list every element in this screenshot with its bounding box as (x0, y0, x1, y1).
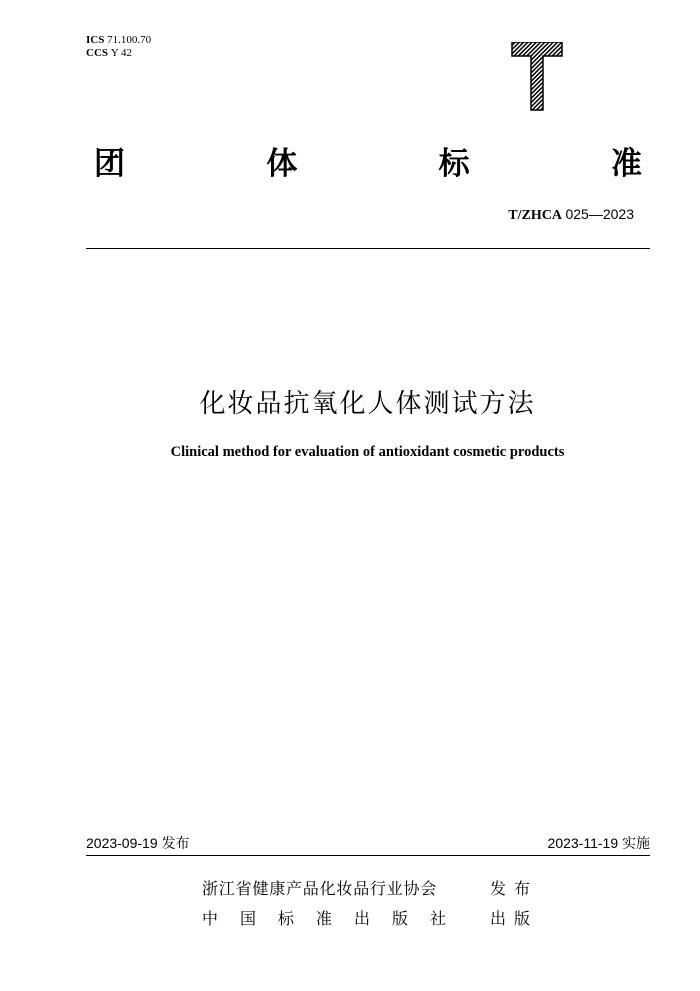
standard-type-char: 标 (438, 145, 470, 182)
logo-letter: T (510, 42, 511, 43)
top-divider (86, 248, 650, 249)
press-role: 出版 (490, 909, 539, 928)
issue-date: 2023-09-19 发布 (86, 835, 190, 851)
publisher-row (202, 876, 538, 899)
standard-number-prefix: T/ZHCA (508, 208, 562, 223)
publisher-name: 浙江省健康产品化妆品行业协会 (202, 879, 438, 898)
publisher-role: 发布 (490, 879, 539, 898)
standard-type (94, 140, 642, 180)
standard-number (508, 206, 634, 224)
standard-number-value: 025—2023 (565, 206, 634, 222)
standard-type-char: 准 (610, 145, 642, 182)
standard-type-char: 体 (266, 145, 298, 182)
ics-code: ICS 71.100.70 (86, 34, 152, 46)
title-chinese: 化妆品抗氧化人体测试方法 (199, 389, 536, 419)
classification-codes (86, 34, 151, 60)
bottom-divider (86, 855, 650, 856)
standard-type-char: 团 (94, 145, 125, 182)
press-row (202, 906, 538, 929)
ccs-code: CCS Y 42 (86, 47, 133, 59)
implementation-date: 2023-11-19 实施 (547, 835, 650, 851)
t-logo-icon (510, 42, 564, 112)
title-english: Clinical method for evaluation of antioxidant cosmetic products (170, 444, 565, 460)
press-name: 中国标准出版社 (202, 909, 469, 928)
